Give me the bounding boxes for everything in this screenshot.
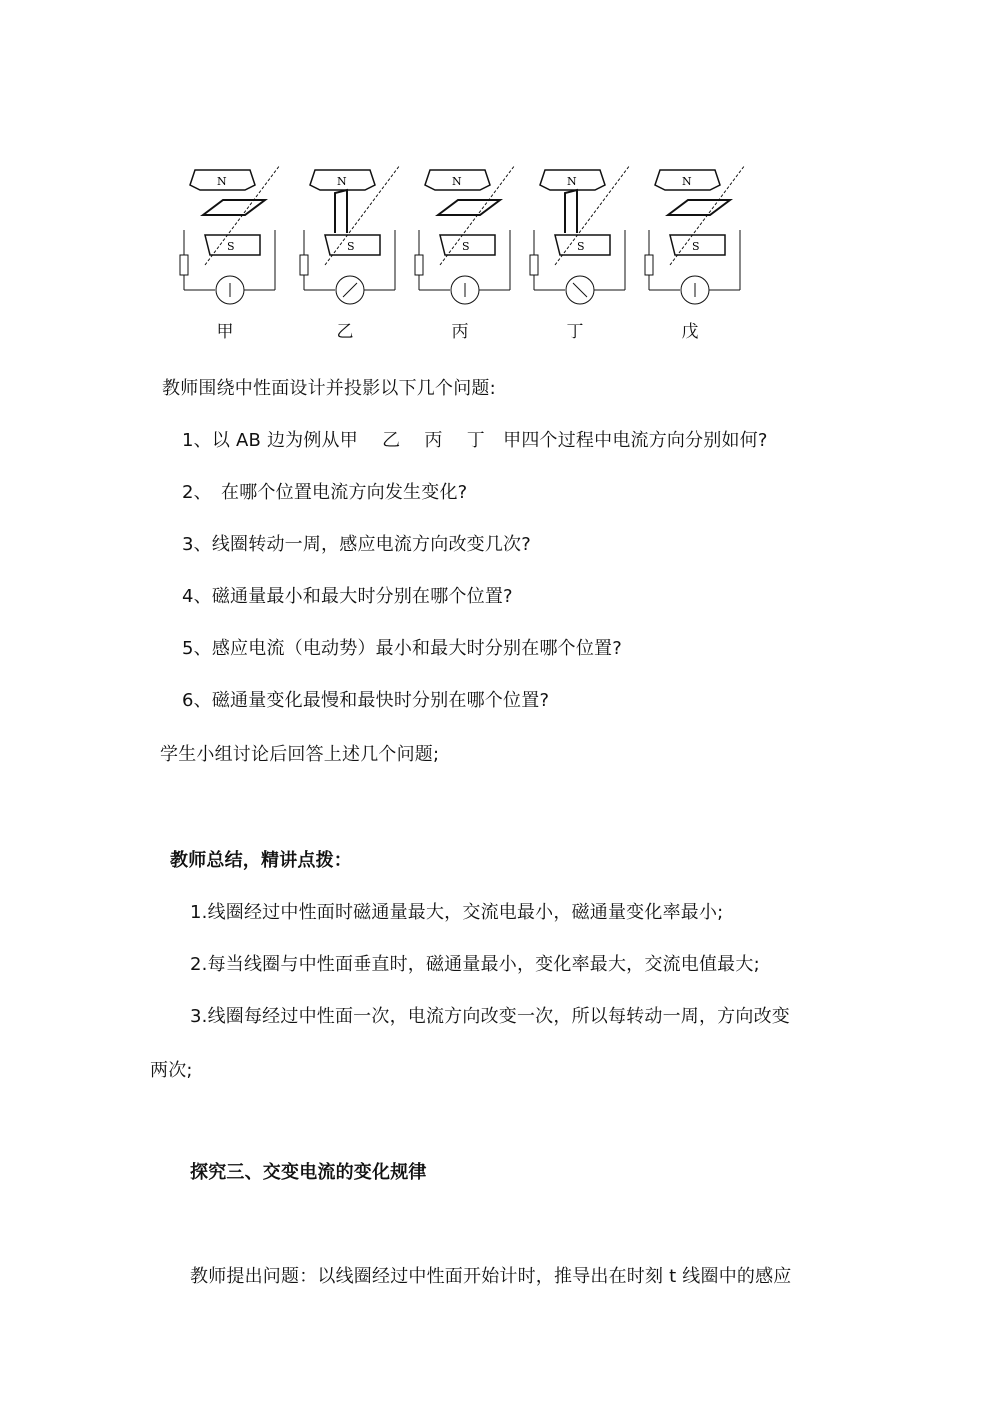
intro-text: 教师围绕中性面设计并投影以下几个问题: [162, 378, 496, 399]
question-6: 6、磁通量变化最慢和最快时分别在哪个位置? [182, 690, 550, 711]
section3-text: 教师提出问题：以线圈经过中性面开始计时，推导出在时刻 t 线圈中的感应 [190, 1266, 792, 1287]
question-5: 5、感应电流（电动势）最小和最大时分别在哪个位置? [182, 638, 623, 659]
svg-text:S: S [227, 240, 235, 253]
svg-text:N: N [452, 175, 462, 188]
question-2: 2、 在哪个位置电流方向发生变化? [182, 482, 468, 503]
generator-diagram-icon [515, 155, 635, 315]
svg-text:N: N [217, 175, 227, 188]
summary-heading: 教师总结，精讲点拨： [170, 850, 352, 871]
generator-diagram-icon [165, 155, 285, 315]
panel-caption: 乙 [336, 322, 354, 342]
question-4: 4、磁通量最小和最大时分别在哪个位置? [182, 586, 513, 607]
svg-text:N: N [682, 175, 692, 188]
generator-diagram-icon [285, 155, 405, 315]
student-response: 学生小组讨论后回答上述几个问题; [160, 744, 440, 765]
figure-panel-jia [165, 155, 285, 345]
generator-diagram-icon [630, 155, 750, 315]
panel-caption: 丁 [566, 322, 584, 342]
svg-text:S: S [577, 240, 585, 253]
figure-panel-yi [285, 155, 405, 345]
panel-caption: 甲 [216, 322, 234, 342]
generator-figure [155, 155, 755, 345]
generator-diagram-icon [400, 155, 520, 315]
question-3: 3、线圈转动一周，感应电流方向改变几次? [182, 534, 532, 555]
svg-text:N: N [567, 175, 577, 188]
panel-caption: 丙 [451, 322, 469, 342]
svg-text:N: N [337, 175, 347, 188]
svg-text:S: S [462, 240, 470, 253]
summary-point-3: 3.线圈每经过中性面一次，电流方向改变一次，所以每转动一周，方向改变 [190, 1006, 790, 1027]
question-1: 1、以 AB 边为例从甲 乙 丙 丁 甲四个过程中电流方向分别如何? [182, 430, 768, 451]
figure-panel-bing [400, 155, 520, 345]
figure-panel-wu [630, 155, 750, 345]
panel-caption: 戊 [681, 322, 699, 342]
summary-point-2: 2.每当线圈与中性面垂直时，磁通量最小，变化率最大，交流电值最大; [190, 954, 760, 975]
svg-text:S: S [692, 240, 700, 253]
figure-panel-ding [515, 155, 635, 345]
summary-point-1: 1.线圈经过中性面时磁通量最大，交流电最小，磁通量变化率最小; [190, 902, 724, 923]
summary-continuation: 两次; [150, 1060, 193, 1081]
section3-heading: 探究三、交变电流的变化规律 [190, 1162, 427, 1183]
svg-text:S: S [347, 240, 355, 253]
